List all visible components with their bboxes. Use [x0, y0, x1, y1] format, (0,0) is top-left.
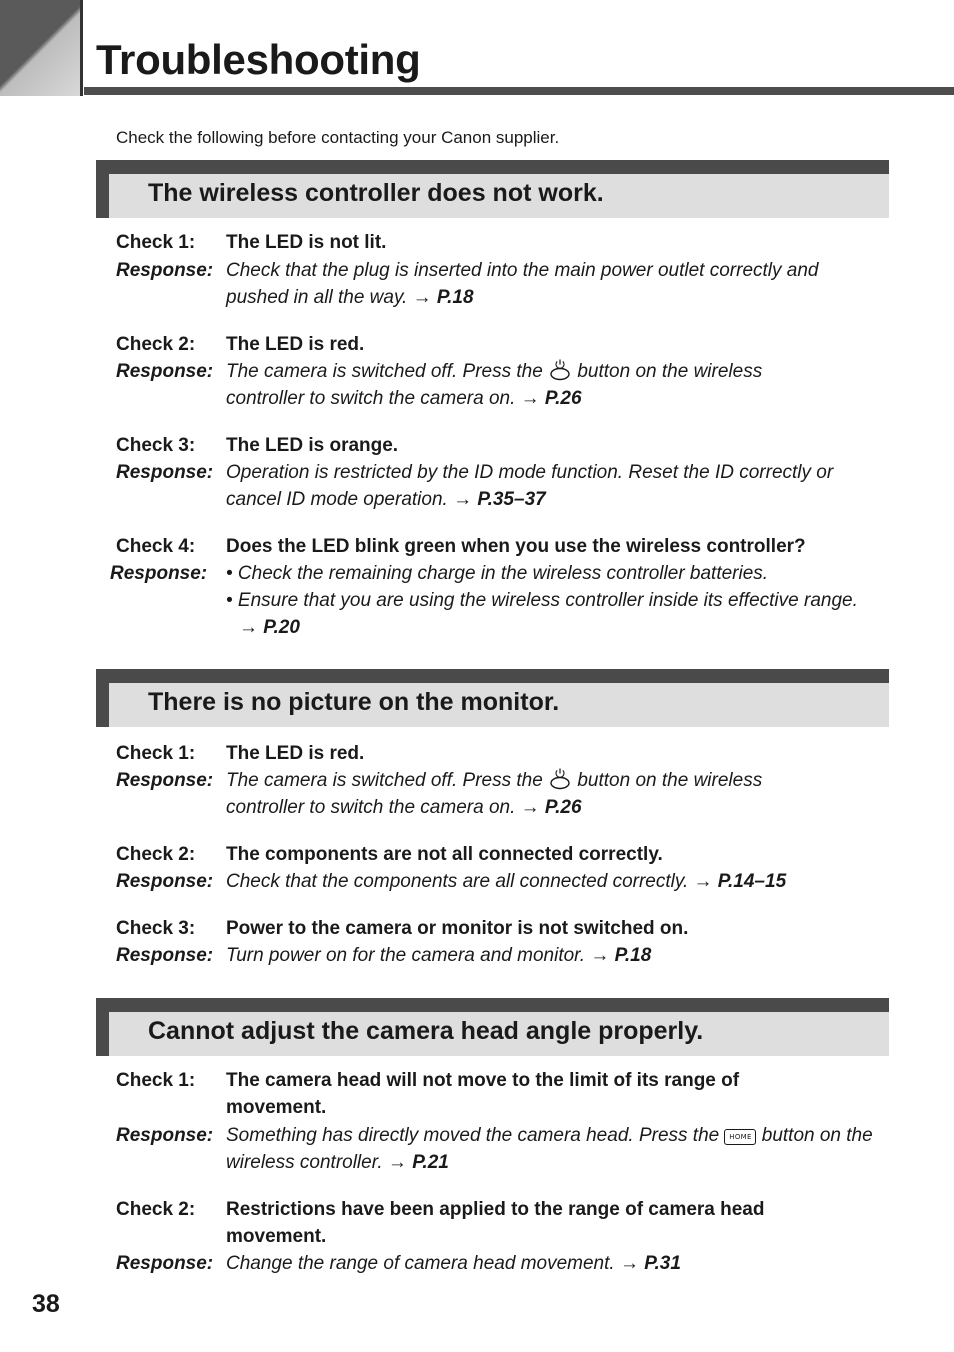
check-title: The camera head will not move to the limit of its range of movement. [226, 1070, 740, 1118]
check-title: The LED is not lit. [226, 232, 387, 253]
check-label: Check 1: [116, 743, 196, 764]
arrow-icon: → [520, 797, 540, 818]
arrow-icon: → [412, 287, 432, 308]
section-heading-no-picture [96, 669, 889, 727]
arrow-icon: → [239, 617, 258, 638]
response-bullet: • Ensure that you are using the wireless controller inside its effective range. → P.20 [226, 590, 858, 638]
check-label: Check 1: [116, 232, 196, 253]
response-text: Change the range of camera head movement. → P.31 [226, 1253, 681, 1274]
page-reference: P.31 [644, 1253, 681, 1274]
page-reference: P.18 [436, 287, 474, 308]
page-reference: P.20 [263, 617, 300, 638]
check-label: Check 3: [116, 918, 196, 939]
response-label: Response: [116, 260, 214, 281]
power-button-icon [548, 768, 572, 790]
intro-text: Check the following before contacting your Canon supplier. [116, 128, 560, 147]
check-title: The LED is red. [226, 334, 365, 355]
arrow-icon: → [520, 388, 540, 409]
check-title: The components are not all connected correctly. [226, 844, 663, 865]
response-label: Response: [116, 1125, 214, 1146]
check-label: Check 4: [116, 536, 196, 557]
page-reference: P.14–15 [717, 871, 787, 892]
response-label: Response: [116, 770, 214, 791]
check-label: Check 2: [116, 1199, 196, 1220]
response-text: Something has directly moved the camera head. Press the HOME button on the wireless controller. → P.21 [226, 1125, 873, 1173]
page-reference: P.26 [544, 797, 582, 818]
response-label: Response: [110, 563, 208, 584]
response-label: Response: [116, 945, 214, 966]
page-title: Troubleshooting [96, 36, 421, 83]
response-text: Operation is restricted by the ID mode function. Reset the ID correctly or cancel ID mode operation. → P.35–37 [226, 462, 834, 510]
page-reference: P.26 [544, 388, 582, 409]
page-number: 38 [32, 1290, 60, 1318]
arrow-icon: → [590, 945, 610, 966]
response-label: Response: [116, 462, 214, 483]
arrow-icon: → [619, 1253, 639, 1274]
response-text: The camera is switched off. Press the button on the wireless controller to switch the camera on. → P.26 [226, 361, 763, 409]
section-title: Cannot adjust the camera head angle properly. [148, 1017, 704, 1045]
response-text: Check that the plug is inserted into the main power outlet correctly and pushed in all the way. → P.18 [226, 260, 819, 308]
page-reference: P.21 [412, 1152, 449, 1173]
check-title: Does the LED blink green when you use the wireless controller? [226, 536, 806, 557]
section-title: There is no picture on the monitor. [148, 688, 560, 716]
section-heading-wireless-controller [96, 160, 889, 218]
check-title: The LED is orange. [226, 435, 399, 456]
page-reference: P.35–37 [477, 489, 546, 510]
response-text: The camera is switched off. Press the button on the wireless controller to switch the camera on. → P.26 [226, 770, 763, 818]
response-text: Turn power on for the camera and monitor. → P.18 [226, 945, 652, 966]
response-label: Response: [116, 1253, 214, 1274]
check-title: The LED is red. [226, 743, 365, 764]
page-reference: P.18 [614, 945, 652, 966]
check-label: Check 2: [116, 334, 196, 355]
check-label: Check 3: [116, 435, 196, 456]
response-label: Response: [116, 361, 214, 382]
check-label: Check 1: [116, 1070, 196, 1091]
arrow-icon: → [453, 489, 473, 510]
response-text: Check that the components are all connected correctly. → P.14–15 [226, 871, 787, 892]
response-label: Response: [116, 871, 214, 892]
section-heading-camera-head-angle [96, 998, 889, 1056]
check-title: Power to the camera or monitor is not switched on. [226, 918, 689, 939]
arrow-icon: → [693, 871, 713, 892]
title-rule [84, 87, 954, 95]
response-bullet: • Check the remaining charge in the wireless controller batteries. [226, 563, 769, 584]
power-button-icon [548, 359, 572, 381]
section-title: The wireless controller does not work. [148, 179, 604, 207]
check-title: Restrictions have been applied to the range of camera head movement. [226, 1199, 765, 1247]
corner-tab-decoration [0, 0, 83, 96]
home-button-icon: HOME [724, 1129, 756, 1145]
check-label: Check 2: [116, 844, 196, 865]
arrow-icon: → [387, 1152, 407, 1173]
